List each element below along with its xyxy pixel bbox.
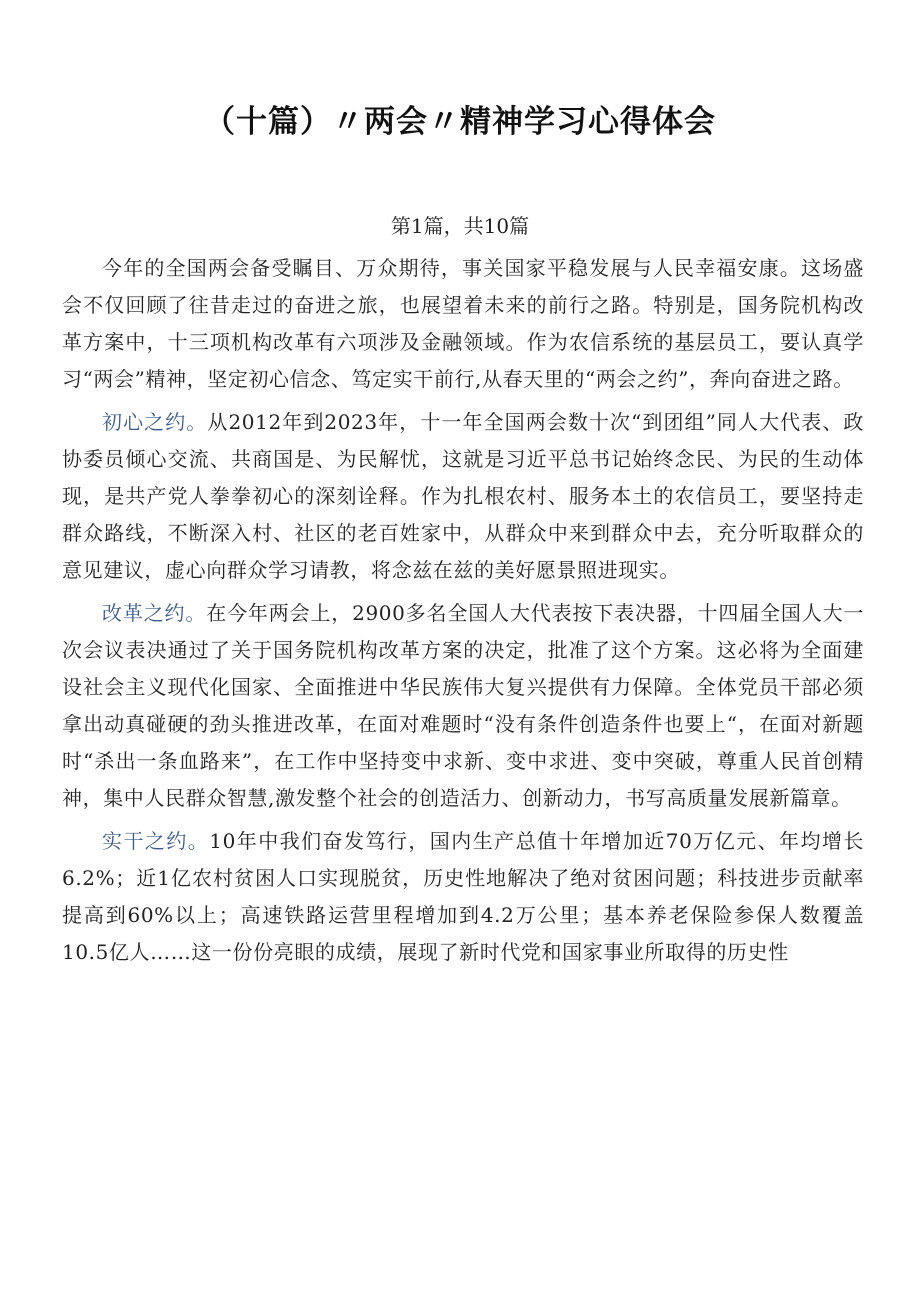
paragraph-text: 今年的全国两会备受瞩目、万众期待，事关国家平稳发展与人民幸福安康。这场盛会不仅回顾了往昔走过的奋进之旅，也展望着未来的前行之路。特别是，国务院机构改革方案中，十三项机构改革有六项涉及金融领域。作为农信系统的基层员工，要认真学习“两会”精神，坚定初心信念、笃定实干前行,从春天里的“两会之约”，奔向奋进之路。 — [62, 256, 864, 391]
part-label: 第1篇，共10篇 — [390, 214, 530, 238]
paragraph-reform — [62, 595, 864, 817]
document-title: （十篇）〃两会〃精神学习心得体会 — [204, 104, 716, 140]
paragraph-original-aspiration — [62, 404, 864, 589]
paragraph-hard-work — [62, 823, 864, 971]
document-body — [62, 250, 864, 971]
paragraph-text: 在今年两会上，2900多名全国人大代表按下表决器，十四届全国人大一次会议表决通过了关于国务院机构改革方案的决定，批准了这个方案。这必将为全面建设社会主义现代化国家、全面推进中华民族伟大复兴提供有力保障。全体党员干部必须拿出动真碰硬的劲头推进改革，在面对难题时“没有条件创造条件也要上“，在面对新题时“杀出一条血路来”，在工作中坚持变中求新、变中求进、变中突破，尊重人民首创精神，集中人民群众智慧,激发整个社会的创造活力、创新动力，书写高质量发展新篇章。 — [62, 601, 865, 810]
paragraph-intro — [62, 250, 864, 398]
paragraph-lead: 实干之约。 — [102, 829, 210, 853]
paragraph-lead: 改革之约。 — [102, 601, 207, 625]
paragraph-text: 10年中我们奋发笃行，国内生产总值十年增加近70万亿元、年均增长6.2%；近1亿农村贫困人口实现脱贫，历史性地解决了绝对贫困问题；科技进步贡献率提高到60%以上；高速铁路运营里程增加到4.2万公里；基本养老保险参保人数覆盖10.5亿人……这一份份亮眼的成绩，展现了新时代党和国家事业所取得的历史性 — [62, 829, 864, 964]
paragraph-lead: 初心之约。 — [102, 410, 208, 434]
paragraph-text: 从2012年到2023年，十一年全国两会数十次“到团组”同人大代表、政协委员倾心交流、共商国是、为民解忧，这就是习近平总书记始终念民、为民的生动体现，是共产党人拳拳初心的深刻诠释。作为扎根农村、服务本土的农信员工，要坚持走群众路线，不断深入村、社区的老百姓家中，从群众中来到群众中去，充分听取群众的意见建议，虚心向群众学习请教，将念兹在兹的美好愿景照进现实。 — [62, 410, 864, 582]
